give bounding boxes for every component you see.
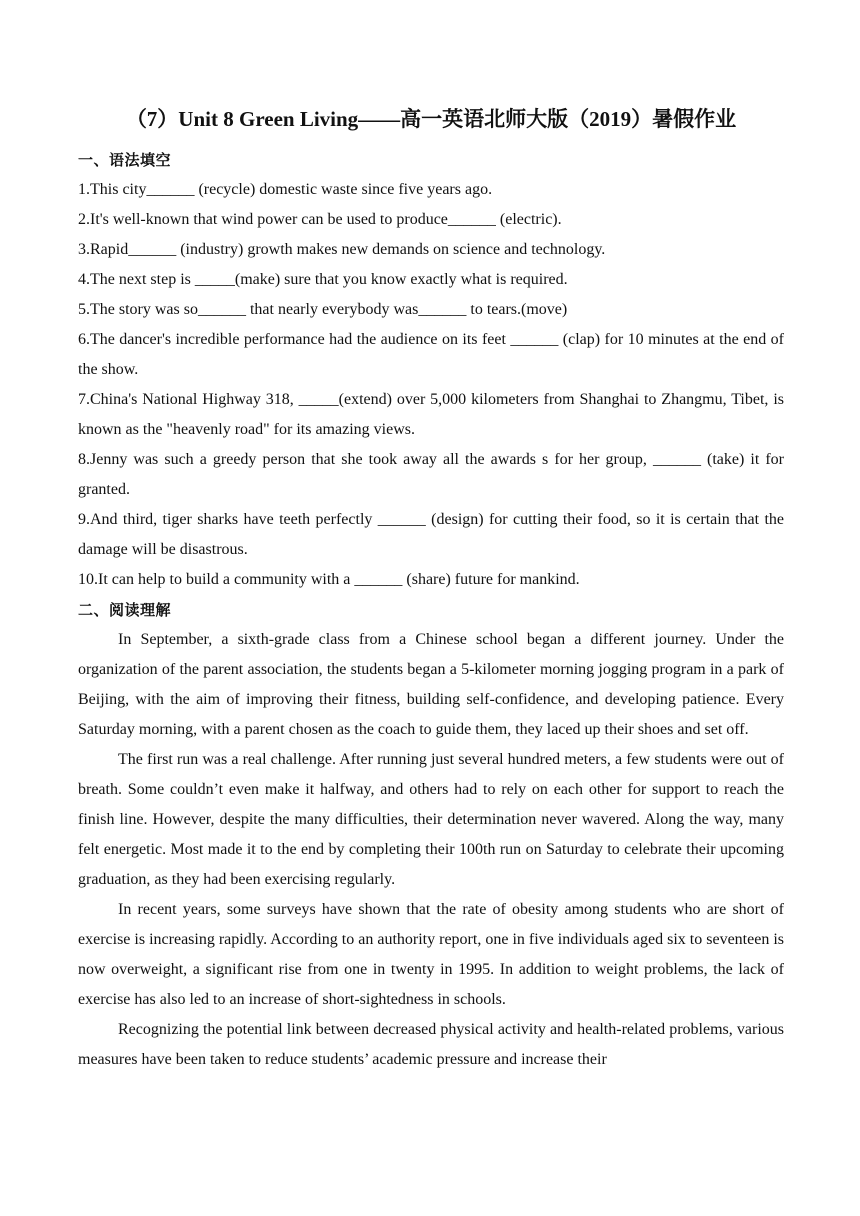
section-heading-grammar: 一、语法填空 bbox=[78, 151, 172, 169]
grammar-question: 3.Rapid______ (industry) growth makes new demands on science and technology. bbox=[78, 241, 606, 258]
grammar-question: 10.It can help to build a community with a ______ (share) future for mankind. bbox=[78, 571, 580, 588]
grammar-question: 6.The dancer's incredible performance had the audience on its feet ______ (clap) for 10 minutes at the end of the show. bbox=[78, 331, 784, 378]
passage-paragraph: Recognizing the potential link between decreased physical activity and health-related problems, various measures have been taken to reduce students’ academic pressure and increase their bbox=[78, 1021, 784, 1068]
passage-paragraph: In September, a sixth-grade class from a Chinese school began a different journey. Under the organization of the parent association, the students began a 5-kilometer morning jogging program in a park of Beijing, with the aim of improving their fitness, building self-confidence, and developing patience. Every Saturday morning, with a parent chosen as the coach to guide them, they laced up their shoes and set off. bbox=[78, 631, 784, 738]
grammar-question: 2.It's well-known that wind power can be used to produce______ (electric). bbox=[78, 211, 562, 228]
passage-paragraph: In recent years, some surveys have shown that the rate of obesity among students who are short of exercise is increasing rapidly. According to an authority report, one in five individuals aged six to seventeen is now overweight, a significant rise from one in twenty in 1995. In addition to weight problems, the lack of exercise has also led to an increase of short-sightedness in schools. bbox=[78, 901, 784, 1008]
reading-passage bbox=[78, 625, 784, 1075]
grammar-question: 8.Jenny was such a greedy person that she took away all the awards s for her group, ______ (take) it for granted. bbox=[78, 451, 784, 498]
grammar-question: 1.This city______ (recycle) domestic waste since five years ago. bbox=[78, 181, 493, 198]
section-heading-reading: 二、阅读理解 bbox=[78, 601, 172, 619]
document-title: （7）Unit 8 Green Living——高一英语北师大版（2019）暑假作业 bbox=[125, 107, 737, 131]
grammar-question: 7.China's National Highway 318, _____(extend) over 5,000 kilometers from Shanghai to Zhangmu, Tibet, is known as the "heavenly road" for its amazing views. bbox=[78, 391, 784, 438]
passage-paragraph: The first run was a real challenge. After running just several hundred meters, a few students were out of breath. Some couldn’t even make it halfway, and others had to rely on each other for support to reach the finish line. However, despite the many difficulties, their determination never wavered. Along the way, many felt energetic. Most made it to the end by completing their 100th run on Saturday to celebrate their upcoming graduation, as they had been exercising regularly. bbox=[78, 751, 784, 888]
grammar-question: 4.The next step is _____(make) sure that you know exactly what is required. bbox=[78, 271, 568, 288]
grammar-question: 9.And third, tiger sharks have teeth perfectly ______ (design) for cutting their food, so it is certain that the damage will be disastrous. bbox=[78, 511, 784, 558]
grammar-question-list bbox=[78, 175, 784, 595]
grammar-question: 5.The story was so______ that nearly everybody was______ to tears.(move) bbox=[78, 301, 568, 318]
